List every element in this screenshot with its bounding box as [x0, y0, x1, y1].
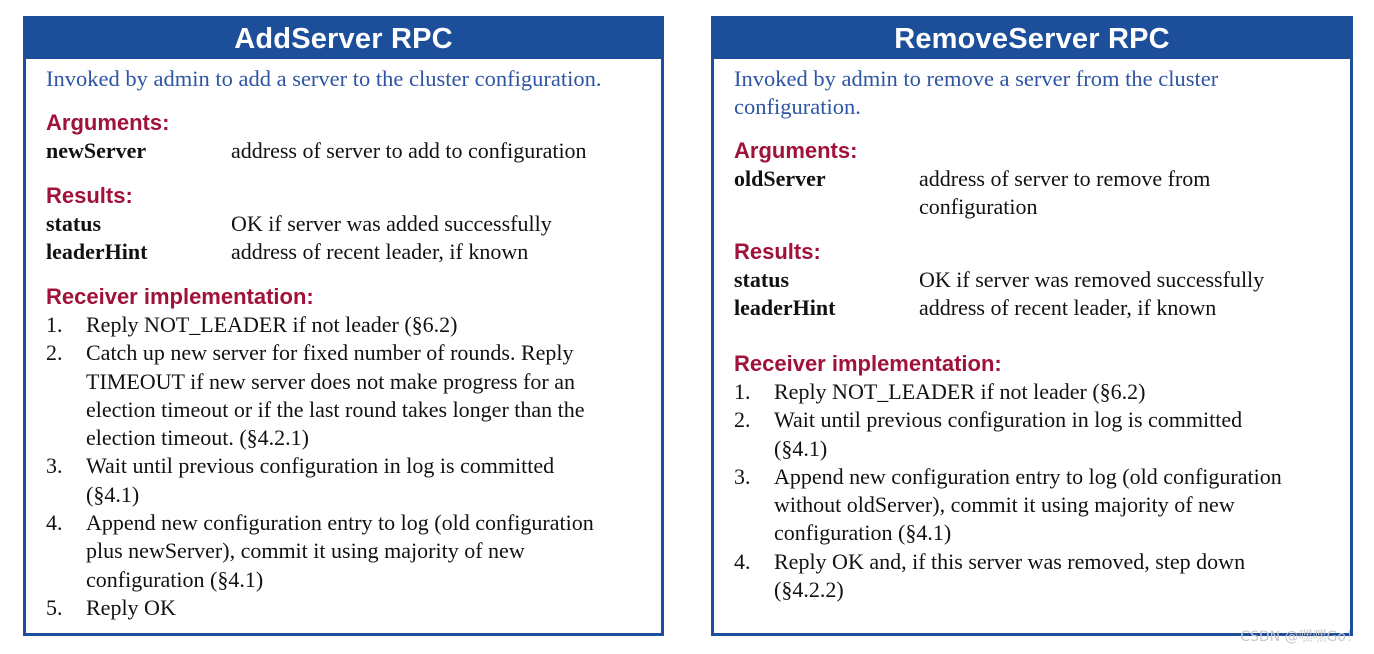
list-item [734, 463, 1350, 548]
step-line: Reply NOT_LEADER if not leader (§6.2) [774, 379, 1146, 404]
argument-desc [919, 165, 1210, 221]
addserver-rpc-box [23, 16, 664, 636]
argument-desc-line: configuration [919, 194, 1038, 219]
step-text [86, 452, 661, 509]
step-line: (§4.1) [774, 435, 828, 461]
removeserver-result-row [734, 294, 1350, 322]
step-text [774, 406, 1350, 463]
removeserver-steps-list [734, 378, 1350, 604]
step-text [774, 548, 1350, 605]
removeserver-receiver-heading: Receiver implementation: [734, 351, 1002, 376]
step-number: 3. [734, 463, 751, 489]
step-number: 5. [46, 594, 63, 620]
removeserver-rpc-box [711, 16, 1353, 636]
step-number: 1. [734, 379, 751, 404]
list-item [46, 594, 661, 622]
list-item [734, 548, 1350, 605]
step-number: 4. [734, 548, 751, 574]
removeserver-content [714, 59, 1350, 604]
step-line: Catch up new server for fixed number of rounds. Reply [86, 340, 574, 366]
step-line: Append new configuration entry to log (old configuration [86, 510, 594, 536]
removeserver-title: RemoveServer RPC [714, 19, 1350, 59]
step-number: 3. [46, 453, 63, 479]
result-desc: OK if server was added successfully [231, 211, 552, 236]
csdn-watermark: CSDN @嘿嘿Go！ [1240, 629, 1360, 645]
addserver-arguments-heading: Arguments: [46, 110, 170, 135]
step-number: 1. [46, 312, 63, 337]
step-line: Wait until previous configuration in log is committed [774, 407, 1243, 433]
addserver-result-row [46, 238, 661, 266]
result-desc: address of recent leader, if known [231, 239, 529, 264]
step-text [86, 339, 661, 452]
step-number: 2. [46, 340, 63, 366]
step-line: Reply OK and, if this server was removed, step down [774, 548, 1246, 574]
step-line: election timeout or if the last round takes longer than the [86, 396, 585, 422]
step-line: without oldServer), commit it using majority of new [774, 492, 1235, 518]
description-line: Invoked by admin to remove a server from the cluster [734, 66, 1219, 91]
description-line: configuration. [734, 94, 861, 119]
removeserver-argument-row [734, 165, 1350, 221]
argument-desc-line: address of server to remove from [919, 166, 1211, 191]
step-line: configuration (§4.1) [774, 520, 952, 546]
addserver-content [26, 59, 661, 622]
step-number: 4. [46, 510, 63, 536]
step-line: configuration (§4.1) [86, 566, 264, 592]
result-desc: OK if server was removed successfully [919, 267, 1265, 292]
addserver-description: Invoked by admin to add a server to the cluster configuration. [46, 66, 602, 91]
list-item [46, 339, 661, 452]
step-line: Reply NOT_LEADER if not leader (§6.2) [86, 312, 458, 337]
step-text [774, 378, 1350, 406]
argument-term: newServer [46, 138, 147, 163]
list-item [46, 452, 661, 509]
addserver-receiver-heading: Receiver implementation: [46, 284, 314, 309]
addserver-results-heading: Results: [46, 183, 133, 208]
step-line: plus newServer), commit it using majority of new [86, 538, 525, 564]
result-desc: address of recent leader, if known [919, 295, 1217, 320]
step-text [774, 463, 1350, 548]
list-item [734, 378, 1350, 406]
step-line: (§4.1) [86, 481, 140, 507]
removeserver-description [734, 65, 1350, 121]
step-line: (§4.2.2) [774, 577, 844, 603]
step-line: Reply OK [86, 594, 176, 620]
step-line: Wait until previous configuration in log is committed [86, 453, 555, 479]
addserver-argument-row [46, 137, 661, 165]
step-text [86, 594, 661, 622]
result-term: status [734, 267, 790, 292]
argument-term: oldServer [734, 166, 826, 191]
removeserver-arguments-heading: Arguments: [734, 138, 858, 163]
addserver-result-row [46, 210, 661, 238]
argument-desc: address of server to add to configuration [231, 138, 587, 163]
removeserver-result-row [734, 266, 1350, 294]
addserver-title: AddServer RPC [26, 19, 661, 59]
removeserver-results-heading: Results: [734, 239, 821, 264]
step-number: 2. [734, 407, 751, 433]
step-line: Append new configuration entry to log (old configuration [774, 463, 1282, 489]
result-term: leaderHint [46, 239, 148, 264]
list-item [46, 311, 661, 339]
list-item [46, 509, 661, 594]
step-text [86, 509, 661, 594]
result-term: status [46, 211, 102, 236]
step-line: TIMEOUT if new server does not make progress for an [86, 368, 575, 394]
step-line: election timeout. (§4.2.1) [86, 425, 309, 451]
list-item [734, 406, 1350, 463]
addserver-steps-list [46, 311, 661, 622]
step-text [86, 311, 661, 339]
result-term: leaderHint [734, 295, 836, 320]
